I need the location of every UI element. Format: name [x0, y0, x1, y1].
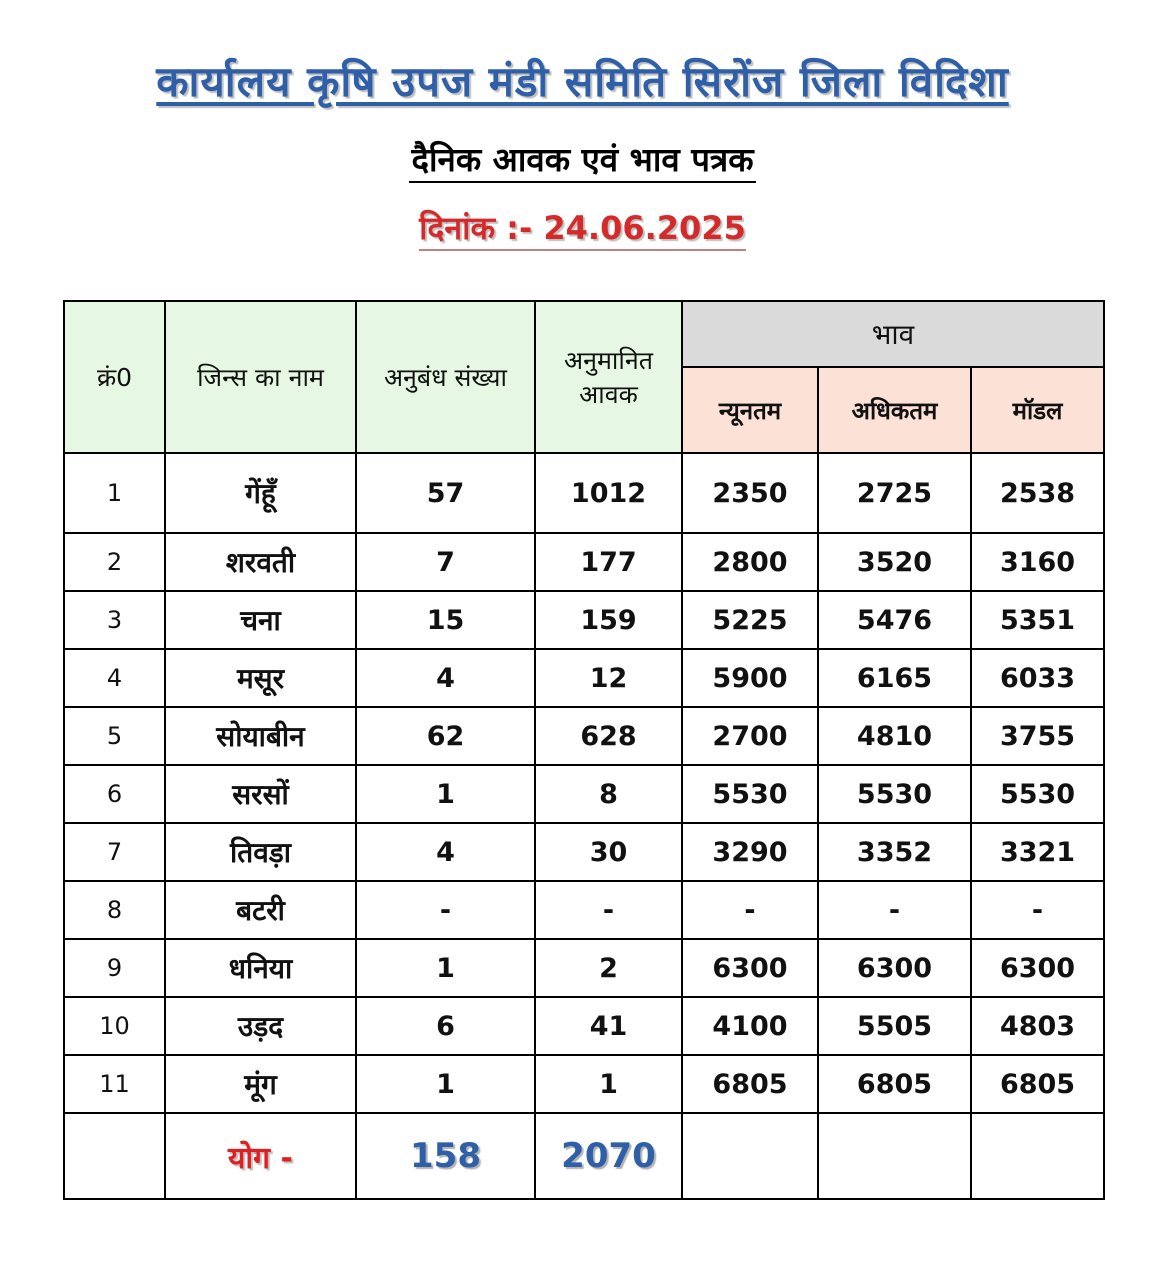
- contracts-cell: 1: [356, 765, 535, 823]
- serial-cell: 5: [64, 707, 165, 765]
- min-price-cell: 6805: [682, 1055, 818, 1113]
- min-price-cell: 5225: [682, 591, 818, 649]
- arrival-cell: 177: [535, 533, 682, 591]
- arrival-cell: 30: [535, 823, 682, 881]
- max-price-cell: 4810: [818, 707, 971, 765]
- contracts-cell: 6: [356, 997, 535, 1055]
- serial-cell: 10: [64, 997, 165, 1055]
- arrival-cell: 12: [535, 649, 682, 707]
- total-serial-cell: [64, 1113, 165, 1199]
- serial-cell: 3: [64, 591, 165, 649]
- arrival-cell: 2: [535, 939, 682, 997]
- modal-price-cell: 6033: [971, 649, 1104, 707]
- modal-price-cell: 3755: [971, 707, 1104, 765]
- arrival-cell: 1012: [535, 453, 682, 533]
- table-row: [64, 1055, 1104, 1113]
- max-price-cell: 6300: [818, 939, 971, 997]
- report-date-text: दिनांक :- 24.06.2025: [419, 209, 746, 251]
- serial-cell: 7: [64, 823, 165, 881]
- arrival-cell: 1: [535, 1055, 682, 1113]
- modal-price-cell: 4803: [971, 997, 1104, 1055]
- commodity-cell: सोयाबीन: [165, 707, 356, 765]
- max-price-cell: 3352: [818, 823, 971, 881]
- total-contracts: 158: [356, 1113, 535, 1199]
- table-body: [64, 453, 1104, 1113]
- contracts-cell: 1: [356, 1055, 535, 1113]
- table-row: [64, 533, 1104, 591]
- modal-price-cell: 3321: [971, 823, 1104, 881]
- serial-cell: 9: [64, 939, 165, 997]
- serial-cell: 11: [64, 1055, 165, 1113]
- total-arrival: 2070: [535, 1113, 682, 1199]
- total-label: योग -: [165, 1113, 356, 1199]
- contracts-cell: 57: [356, 453, 535, 533]
- contracts-cell: 7: [356, 533, 535, 591]
- contracts-cell: 1: [356, 939, 535, 997]
- commodity-cell: बटरी: [165, 881, 356, 939]
- arrival-cell: 8: [535, 765, 682, 823]
- max-price-cell: -: [818, 881, 971, 939]
- modal-price-cell: 5530: [971, 765, 1104, 823]
- contracts-cell: -: [356, 881, 535, 939]
- commodity-cell: मूंग: [165, 1055, 356, 1113]
- col-header-commodity: जिन्स का नाम: [165, 301, 356, 453]
- contracts-cell: 4: [356, 649, 535, 707]
- min-price-cell: 5530: [682, 765, 818, 823]
- table-row: [64, 765, 1104, 823]
- table-row: [64, 453, 1104, 533]
- max-price-cell: 3520: [818, 533, 971, 591]
- modal-price-cell: 2538: [971, 453, 1104, 533]
- report-title-text: दैनिक आवक एवं भाव पत्रक: [409, 140, 755, 183]
- max-price-cell: 5530: [818, 765, 971, 823]
- header-row-top: [64, 301, 1104, 367]
- col-header-estimated-arrival: अनुमानित आवक: [535, 301, 682, 453]
- table-row: [64, 823, 1104, 881]
- min-price-cell: -: [682, 881, 818, 939]
- modal-price-cell: 3160: [971, 533, 1104, 591]
- max-price-cell: 2725: [818, 453, 971, 533]
- total-max-cell: [818, 1113, 971, 1199]
- arrival-cell: 41: [535, 997, 682, 1055]
- table-row: [64, 649, 1104, 707]
- table-row: [64, 707, 1104, 765]
- min-price-cell: 4100: [682, 997, 818, 1055]
- col-header-min: न्यूनतम: [682, 367, 818, 453]
- modal-price-cell: 5351: [971, 591, 1104, 649]
- modal-price-cell: -: [971, 881, 1104, 939]
- min-price-cell: 2350: [682, 453, 818, 533]
- serial-cell: 8: [64, 881, 165, 939]
- commodity-cell: शरवती: [165, 533, 356, 591]
- arrival-cell: 159: [535, 591, 682, 649]
- min-price-cell: 2700: [682, 707, 818, 765]
- min-price-cell: 6300: [682, 939, 818, 997]
- report-title: [0, 136, 1165, 181]
- min-price-cell: 3290: [682, 823, 818, 881]
- commodity-cell: गेंहूँ: [165, 453, 356, 533]
- min-price-cell: 5900: [682, 649, 818, 707]
- max-price-cell: 6165: [818, 649, 971, 707]
- table-row: [64, 939, 1104, 997]
- report-date: [0, 206, 1165, 249]
- commodity-cell: उड़द: [165, 997, 356, 1055]
- serial-cell: 6: [64, 765, 165, 823]
- modal-price-cell: 6805: [971, 1055, 1104, 1113]
- min-price-cell: 2800: [682, 533, 818, 591]
- total-modal-cell: [971, 1113, 1104, 1199]
- commodity-cell: चना: [165, 591, 356, 649]
- commodity-cell: सरसों: [165, 765, 356, 823]
- col-header-modal: मॉडल: [971, 367, 1104, 453]
- col-header-price-group: भाव: [682, 301, 1104, 367]
- total-min-cell: [682, 1113, 818, 1199]
- office-title: कार्यालय कृषि उपज मंडी समिति सिरोंज जिला विदिशा: [156, 57, 1009, 106]
- table-row: [64, 591, 1104, 649]
- serial-cell: 1: [64, 453, 165, 533]
- arrival-cell: -: [535, 881, 682, 939]
- col-header-max: अधिकतम: [818, 367, 971, 453]
- max-price-cell: 5505: [818, 997, 971, 1055]
- total-row: [64, 1113, 1104, 1199]
- modal-price-cell: 6300: [971, 939, 1104, 997]
- table-row: [64, 881, 1104, 939]
- contracts-cell: 62: [356, 707, 535, 765]
- arrival-cell: 628: [535, 707, 682, 765]
- commodity-cell: तिवड़ा: [165, 823, 356, 881]
- col-header-contract-count: अनुबंध संख्या: [356, 301, 535, 453]
- serial-cell: 2: [64, 533, 165, 591]
- max-price-cell: 6805: [818, 1055, 971, 1113]
- serial-cell: 4: [64, 649, 165, 707]
- contracts-cell: 15: [356, 591, 535, 649]
- commodity-cell: धनिया: [165, 939, 356, 997]
- col-header-serial: क्रं0: [64, 301, 165, 453]
- price-arrival-table: [63, 300, 1105, 1200]
- max-price-cell: 5476: [818, 591, 971, 649]
- contracts-cell: 4: [356, 823, 535, 881]
- table-row: [64, 997, 1104, 1055]
- commodity-cell: मसूर: [165, 649, 356, 707]
